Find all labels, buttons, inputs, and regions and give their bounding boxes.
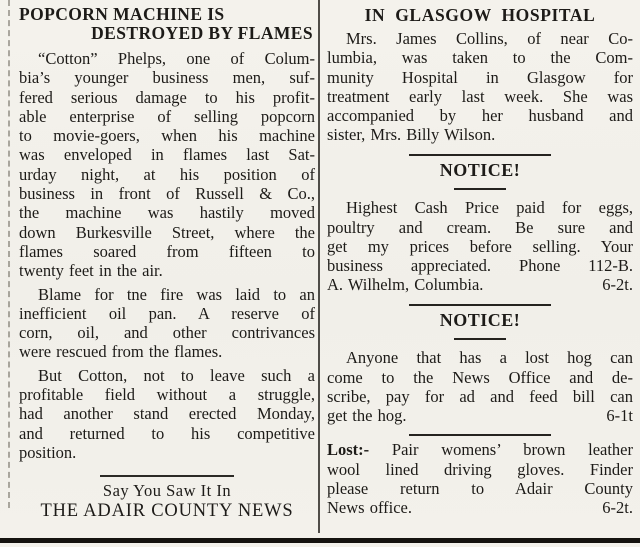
line-text: get the hog. — [327, 406, 407, 426]
left-column-rule — [8, 0, 10, 508]
text-line: “Cotton” Phelps, one of Colum- — [38, 49, 315, 68]
ad-run-tag: 6-1t — [606, 406, 633, 426]
text-line: poultry and cream. Be sure and — [327, 217, 633, 237]
text-line: Mrs. James Collins, of near Co- — [346, 29, 633, 48]
text-line: sister, Mrs. Billy Wilson. — [327, 125, 496, 145]
slogan-line: Say You Saw It In — [102, 480, 232, 500]
text-line — [327, 498, 633, 517]
lost-ad-paragraph — [327, 440, 633, 517]
text-line — [327, 406, 633, 425]
text-line: Highest Cash Price paid for eggs, — [346, 198, 633, 218]
line-text: A. Wilhelm, Columbia. — [327, 275, 484, 295]
lost-ad-lead: Lost:- — [327, 440, 370, 460]
text-line: and returned to his competitive — [19, 423, 315, 443]
bottom-section-rule — [0, 538, 640, 543]
text-line: the machine was hastily moved — [19, 203, 315, 223]
text-line: twenty feet in the air. — [19, 261, 163, 281]
notice1-top-rule — [409, 154, 551, 156]
text-line: Anyone that has a lost hog can — [346, 348, 633, 368]
text-line: business in front of Russell & Co., — [19, 184, 315, 204]
text-line: profitable field without a struggle, — [19, 385, 315, 405]
line-text: News office. — [327, 498, 412, 518]
text-line: fered serious damage to his profit- — [19, 87, 315, 107]
left-column — [19, 5, 315, 522]
text-line: wool lined driving gloves. Finder — [327, 459, 633, 479]
glasgow-hospital-paragraph — [327, 29, 633, 145]
notice2-heading: NOTICE! — [439, 309, 521, 330]
text-line: accompanied by her husband and — [327, 106, 633, 126]
text-line: able enterprise of selling popcorn — [19, 106, 315, 126]
notice1-heading: NOTICE! — [439, 159, 521, 180]
popcorn-paragraph-3 — [19, 366, 315, 462]
headline-line-2: DESTROYED BY FLAMES — [91, 23, 313, 43]
text-line: munity Hospital in Glasgow for — [327, 67, 633, 87]
text-line: had another stand erected Monday, — [19, 404, 315, 424]
text-line: inefficient oil pan. A reserve of — [19, 303, 315, 323]
notice2-sub-rule — [454, 338, 506, 341]
text-line — [327, 275, 633, 294]
popcorn-paragraph-2 — [19, 285, 315, 362]
text-line: down Burkesville Street, where the — [19, 222, 315, 242]
text-line: please return to Adair County — [327, 479, 633, 499]
glasgow-hospital-headline: IN GLASGOW HOSPITAL — [364, 5, 596, 25]
notice1-sub-rule — [454, 188, 506, 191]
text-line: urday night, at his position of — [19, 164, 315, 184]
ad-run-tag: 6-2t. — [602, 498, 633, 518]
ad-run-tag: 6-2t. — [602, 275, 633, 295]
text-line: was enveloped in flames last Sat- — [19, 145, 315, 165]
footer-rule — [100, 475, 234, 477]
text-line: scribe, pay for ad and feed bill can — [327, 386, 633, 406]
notice2-paragraph — [327, 348, 633, 425]
text-line: flames soared from fifteen to — [19, 241, 315, 261]
popcorn-headline — [19, 5, 315, 43]
text-line: come to the News Office and de- — [327, 367, 633, 387]
text-line: to movie-goers, when his machine — [19, 126, 315, 146]
notice1-paragraph — [327, 198, 633, 294]
text-line: lumbia, was taken to the Com- — [327, 48, 633, 68]
newspaper-name: THE ADAIR COUNTY NEWS — [40, 500, 294, 521]
text-line: get my prices before selling. Your — [327, 236, 633, 256]
text-line: corn, oil, and other contrivances — [19, 323, 315, 343]
text-line: Blame for tne fire was laid to an — [38, 284, 315, 304]
text-line: were rescued from the flames. — [19, 342, 223, 362]
notice2-top-rule — [409, 304, 551, 306]
headline-line-1: POPCORN MACHINE IS — [19, 4, 225, 24]
text-line: treatment early last week. She was — [327, 86, 633, 106]
lost-ad-top-rule — [409, 434, 551, 436]
right-column — [327, 5, 633, 518]
column-divider-rule — [318, 0, 320, 533]
popcorn-paragraph-1 — [19, 49, 315, 281]
text-line: But Cotton, not to leave such a — [38, 365, 315, 385]
text-line: Lost:- Pair womens’ brown leather — [327, 440, 633, 460]
text-line: business appreciated. Phone 112-B. — [327, 256, 633, 276]
text-line: position. — [19, 442, 77, 462]
text-line: bia’s younger business men, suf- — [19, 68, 315, 88]
